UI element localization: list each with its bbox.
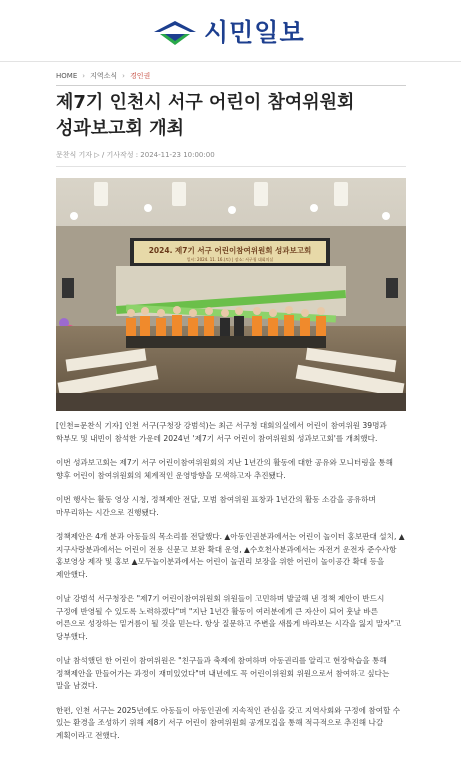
breadcrumb-gyeongin[interactable]: 경인권: [129, 72, 151, 80]
article-paragraph: 이날 참석했던 한 어린이 참여위원은 "친구들과 축제에 참여하며 아동권리를 알리고 현장학습을 통해 정책제안을 만들어가는 과정이 재미있었다"며 내년에도 꼭 어린이위원회 위원으로서 참여하고 싶다는 말을 남겼다.: [56, 656, 390, 690]
breadcrumb-home[interactable]: HOME: [56, 72, 78, 80]
masthead: [0, 0, 461, 62]
breadcrumb-region-news[interactable]: 지역소식: [90, 72, 118, 80]
article-paragraph: 한편, 인천 서구는 2025년에도 아동들이 아동인권에 지속적인 관심을 갖고 지역사회와 구정에 참여할 수 있는 환경을 조성하기 위해 제8기 서구 어린이 참여위원회 공개모집을 통해 적극적으로 추진해 나갈 계획이라고 전했다.: [56, 705, 401, 740]
breadcrumb: [56, 69, 150, 83]
byline-divider: [56, 166, 406, 167]
article-paragraph: 이번 행사는 활동 영상 시청, 정책제안 전달, 모범 참여위원 표창과 1년간의 활동 소감을 공유하며 마무리하는 시간으로 진행됐다.: [56, 495, 376, 517]
breadcrumb-separator: ›: [82, 72, 86, 80]
article-title-line: 제7기 인천시 서구 어린이 참여위원회: [56, 92, 355, 113]
article-byline: 문찬식 기자 ▷ / 기사작성 : 2024-11-23 10:00:00: [56, 151, 215, 159]
site-name: 시민일보: [204, 18, 305, 47]
chevron-diamond-icon: [152, 19, 198, 47]
breadcrumb-divider: [56, 85, 406, 86]
article-paragraph: 이날 강범석 서구청장은 "제7기 어린이참여위원회 위원들이 고민하며 발굴해 낸 정책 제안이 반드시 구정에 반영될 수 있도록 노력하겠다"며 "지난 1년간 활동이 여러분에게 큰 자산이 되어 훗날 바른 어른으로 성장하는 밑거름이 될 것을 믿는다. 항상 질문하고 주변을 새롭게 바라보는 시각을 잃지 말자"고 당부했다.: [56, 594, 402, 641]
photo-banner-title: 2024. 제7기 서구 어린이참여위원회 성과보고회: [148, 246, 312, 255]
site-logo[interactable]: [152, 16, 305, 50]
article-paragraph: 정책제안은 4개 분과 아동들의 목소리를 전달했다. ▲아동인권분과에서는 어린이 놀이터 홍보판대 설치, ▲지구사랑분과에서는 어린이 전용 신문고 보완 확대 운영, ▲수호천사분과에서는 자전거 운전자 준수사항 홍보영상 제작 및 홍보 ▲모두놀이분과에서는 어린이 놀권리 보장을 위한 어린이 놀이공간 확대 등을 제안했다.: [56, 532, 405, 579]
article-title: [56, 90, 406, 142]
photo-banner-subtitle: 일시: 2024. 11. 16.(토) | 장소: 서구청 대회의실: [186, 257, 274, 262]
article-title-line: 성과보고회 개최: [56, 118, 184, 139]
article-paragraph: 이번 성과보고회는 제7기 서구 어린이참여위원회의 지난 1년간의 활동에 대한 공유와 모니터링을 통해 향후 어린이 참여위원회의 체계적인 운영방향을 모색하고자 추진됐다.: [56, 458, 393, 480]
article-paragraph: [인천=문찬식 기자] 인천 서구(구청장 강범석)는 최근 서구청 대회의실에서 어린이 참여위원 39명과 학부모 및 내빈이 참석한 가운데 2024년 '제7기 서구 어린이 참여위원회 성과보고회'를 개최했다.: [56, 421, 387, 443]
article-body: [56, 420, 406, 750]
article-photo: [56, 178, 406, 411]
breadcrumb-separator: ›: [122, 72, 125, 80]
event-photo-illustration: [56, 178, 406, 411]
